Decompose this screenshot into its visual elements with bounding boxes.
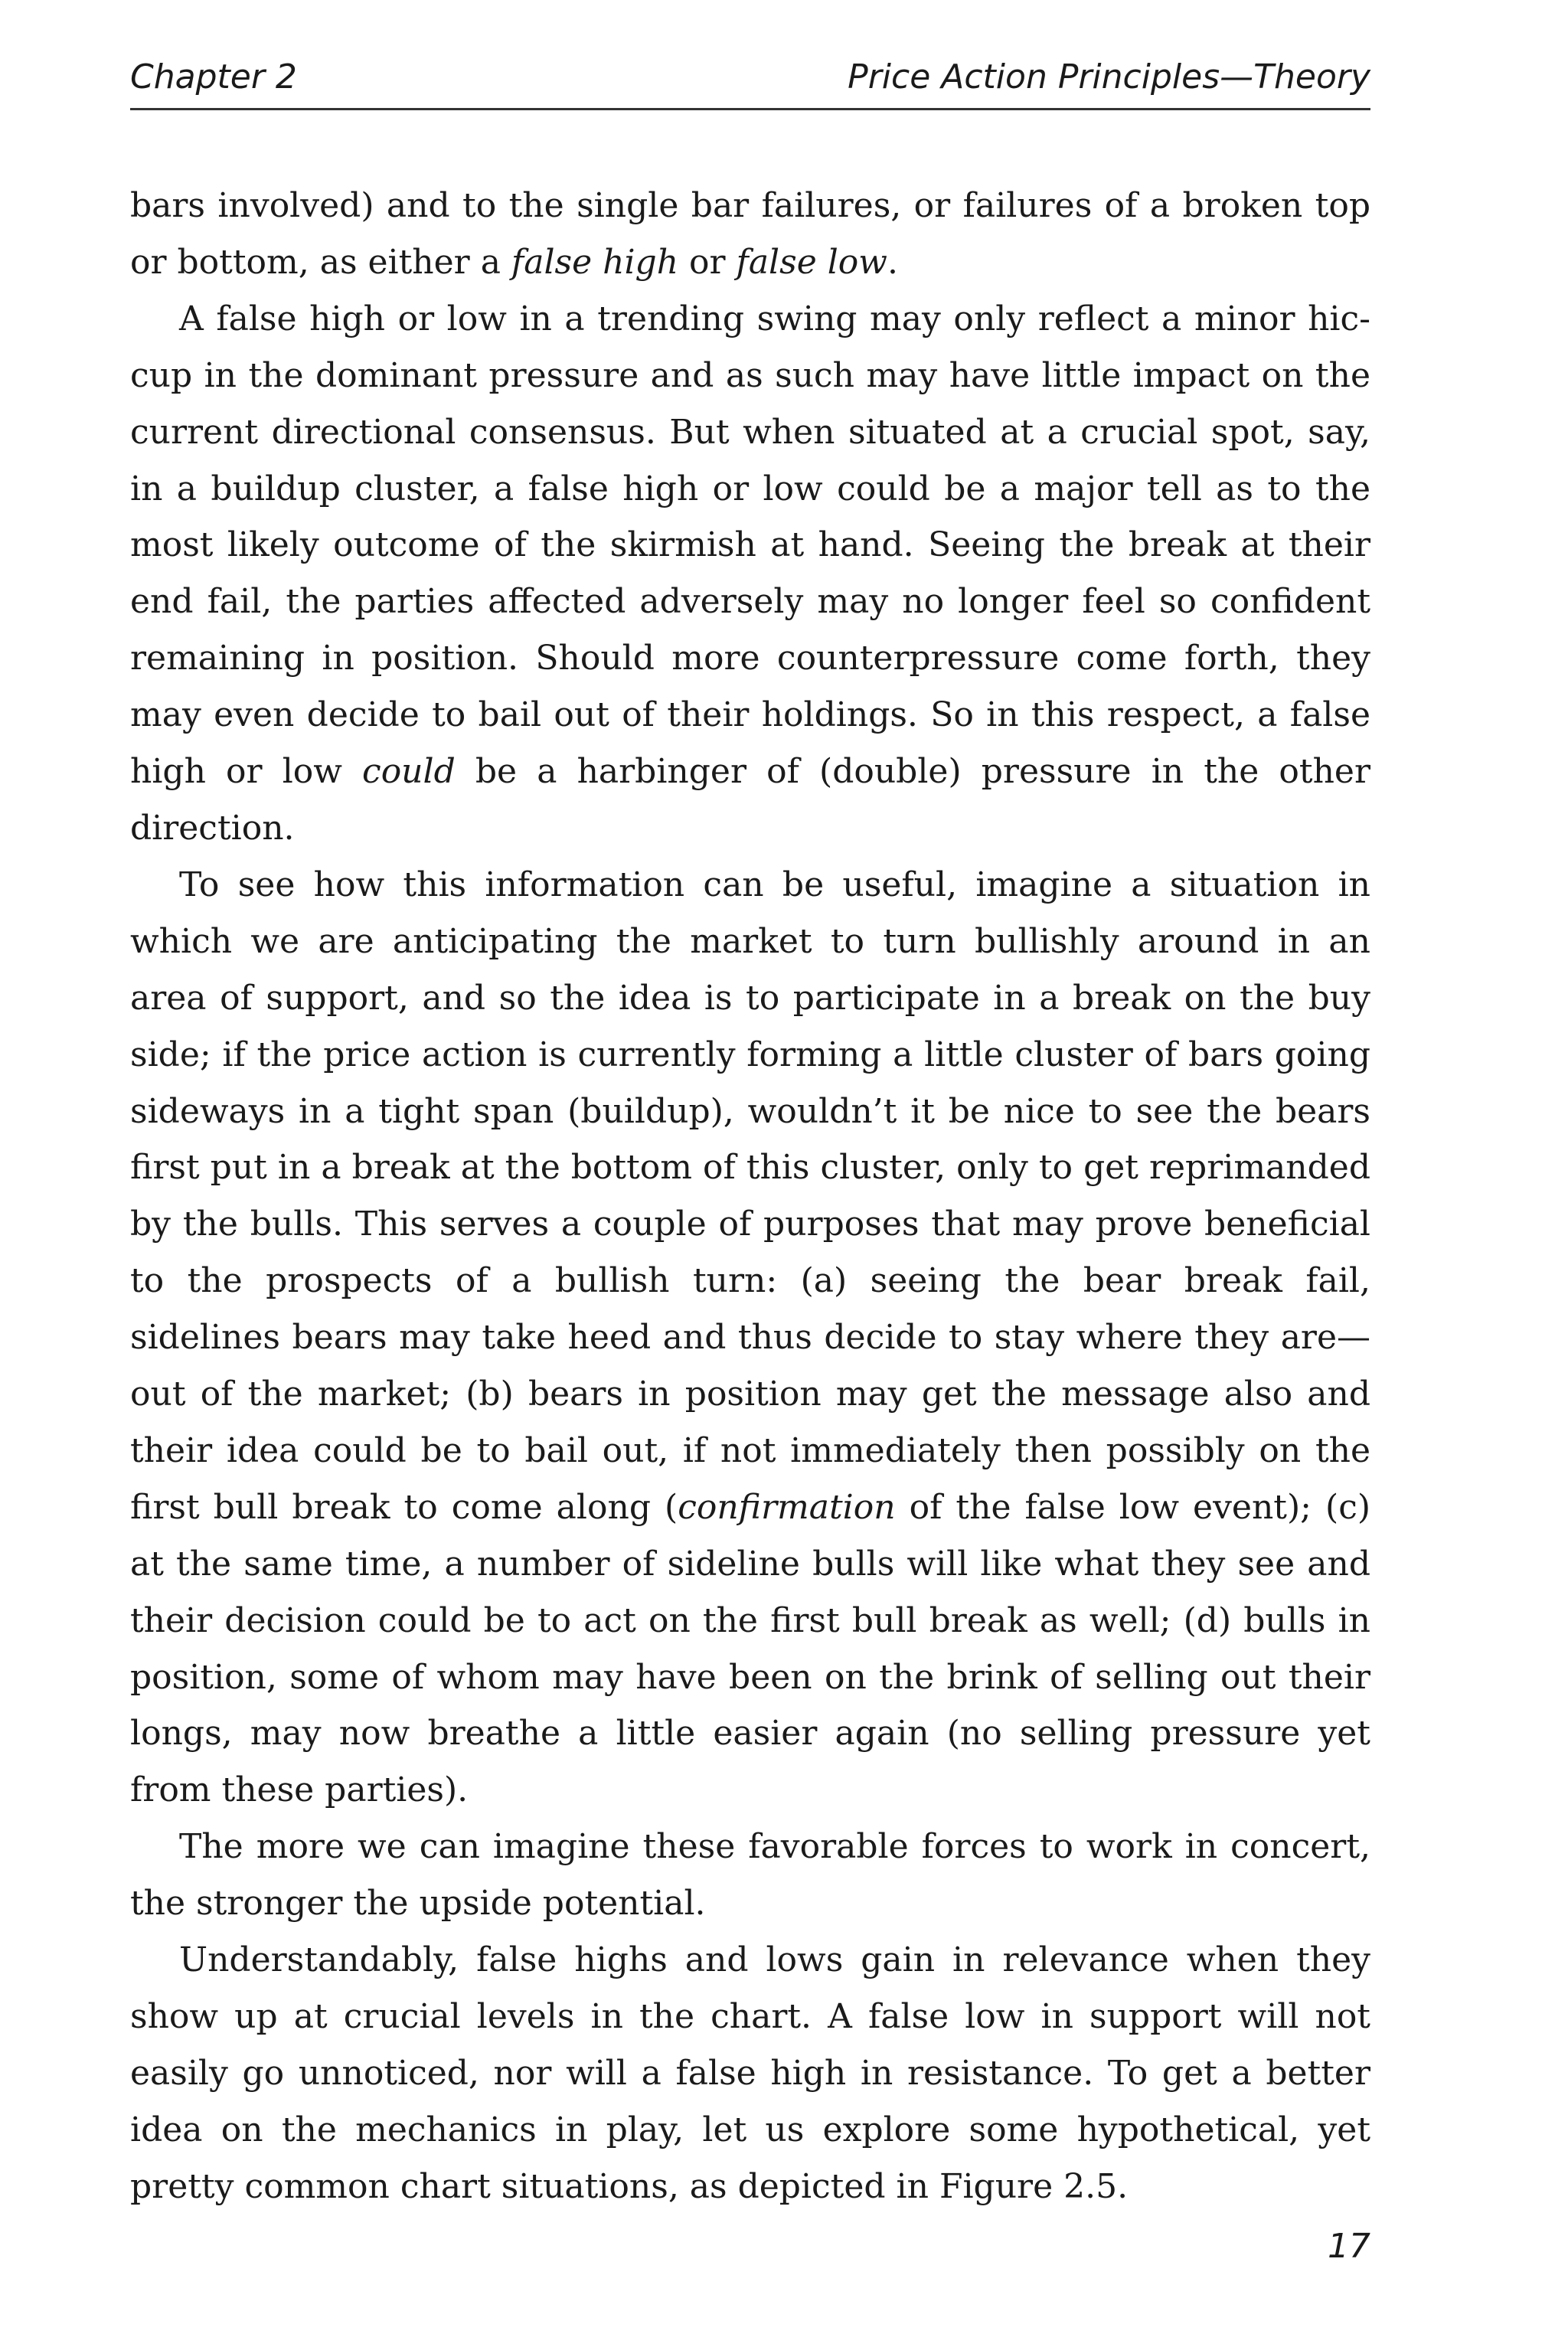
italic-text: could	[362, 752, 456, 792]
text-run: To see how this information can be useful, imagine a situation in which we are anticipating the market to turn bullishly around in an area of support, and so the idea is to participate in a break on the buy side; if the price action is currently forming a little cluster of bars going sideways in a tight span (buildup), wouldn’t it be nice to see the bears first put in a break at the bottom of this cluster, only to get reprimanded by the bulls. This serves a couple of purposes that may prove beneficial to the prospects of a bullish turn: (a) seeing the bear break fail, sidelines bears may take heed and thus decide to stay where they are—out of the market; (b) bears in position may get the message also and their idea could be to bail out, if not immediately then possibly on the first bull break to come along (	[130, 865, 1370, 1527]
chapter-label: Chapter 2	[130, 57, 297, 96]
text-run: of the false low event); (c) at the same time, a number of sideline bulls will like what they see and their decision could be to act on the first bull break as well; (d) bulls in position, some of whom may have been on the brink of selling out their longs, may now breathe a little easier again (no selling pressure yet from these parties).	[130, 1487, 1370, 1810]
paragraph	[130, 857, 1370, 1819]
text-run: The more we can imagine these favorable forces to work in concert, the stronger the upside potential.	[130, 1827, 1370, 1924]
italic-text: false high	[511, 242, 679, 282]
paragraph	[130, 291, 1370, 857]
text-run: A false high or low in a trending swing may only reflect a minor hiccup in the dominant pressure and as such may have little impact on the current directional consensus. But when situated at a crucial spot, say, in a buildup cluster, a false high or low could be a major tell as to the most likely outcome of the skirmish at hand. Seeing the break at their end fail, the parties affected adversely may no longer feel so confident remaining in position. Should more counterpressure come forth, they may even decide to bail out of their holdings. So in this respect, a false high or low	[130, 299, 1370, 792]
header-rule	[130, 108, 1370, 110]
text-run: .	[887, 242, 898, 282]
paragraph	[130, 178, 1370, 291]
running-header	[130, 51, 1370, 104]
text-run: or	[678, 242, 737, 282]
text-run: Understandably, false highs and lows gain in relevance when they show up at crucial levels in the chart. A false low in support will not easily go unnoticed, nor will a false high in resistance. To get a better idea on the mechanics in play, let us explore some hypothetical, yet pretty common chart situations, as depicted in Figure 2.5.	[130, 1940, 1370, 2206]
italic-text: confirmation	[678, 1487, 896, 1527]
italic-text: false low	[736, 242, 887, 282]
text-run: bars involved) and to the single bar failures, or failures of a broken top or bottom, as either a	[130, 186, 1370, 282]
paragraph	[130, 1819, 1370, 1932]
section-title: Price Action Principles—Theory	[848, 57, 1370, 96]
text-run: be a harbinger of (double) pressure in the other direction.	[130, 752, 1370, 848]
paragraph	[130, 1932, 1370, 2215]
body-text	[130, 178, 1370, 2215]
page-number: 17	[1328, 2227, 1370, 2266]
